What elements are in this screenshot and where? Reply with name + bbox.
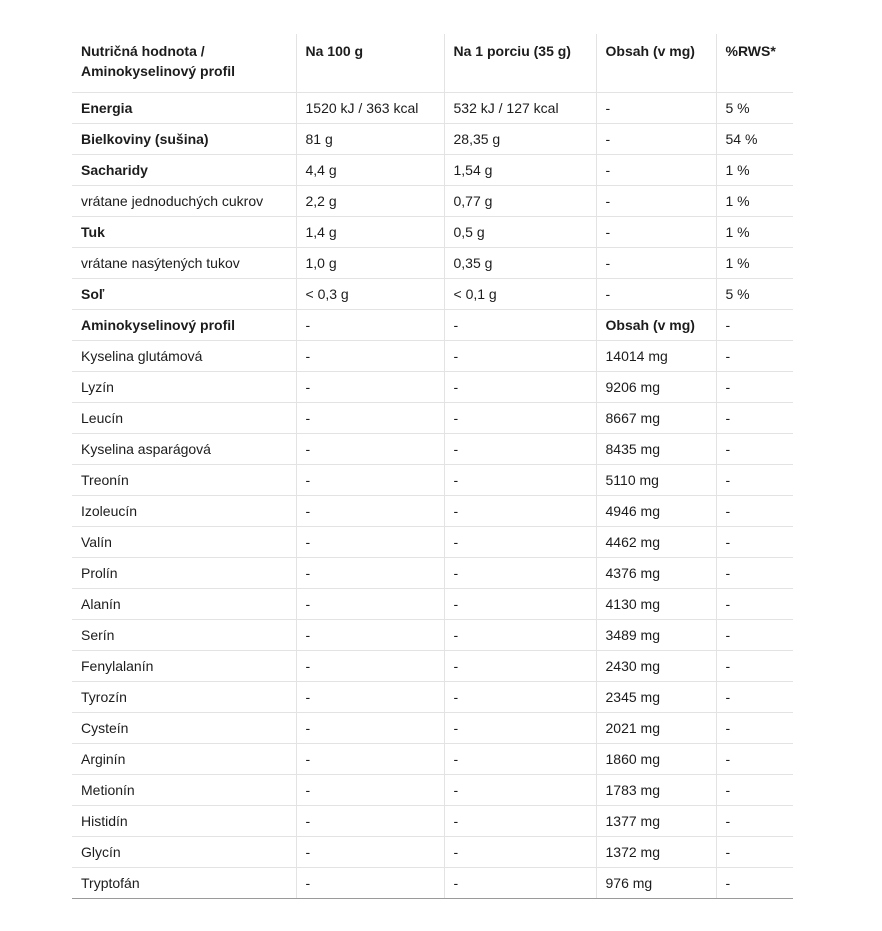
cell-rws: -: [716, 465, 793, 496]
cell-content-mg: 976 mg: [596, 868, 716, 899]
header-row: [72, 34, 793, 93]
cell-per-portion: 532 kJ / 127 kcal: [444, 93, 596, 124]
cell-nutrient: Kyselina glutámová: [72, 341, 296, 372]
table-row: [72, 155, 793, 186]
cell-per-100g: -: [296, 651, 444, 682]
cell-content-mg: -: [596, 217, 716, 248]
table-row: [72, 651, 793, 682]
table-row: [72, 620, 793, 651]
cell-rws: -: [716, 310, 793, 341]
cell-content-mg: -: [596, 93, 716, 124]
cell-nutrient: Cysteín: [72, 713, 296, 744]
cell-content-mg: Obsah (v mg): [596, 310, 716, 341]
cell-content-mg: 2345 mg: [596, 682, 716, 713]
header-per-100g: Na 100 g: [296, 34, 444, 93]
table-row: [72, 217, 793, 248]
cell-rws: -: [716, 589, 793, 620]
table-row: [72, 837, 793, 868]
table-row: [72, 434, 793, 465]
cell-nutrient: Treonín: [72, 465, 296, 496]
cell-per-portion: 0,5 g: [444, 217, 596, 248]
table-row: [72, 93, 793, 124]
table-row: [72, 713, 793, 744]
cell-nutrient: Tuk: [72, 217, 296, 248]
cell-per-100g: -: [296, 806, 444, 837]
cell-rws: 54 %: [716, 124, 793, 155]
table-row: [72, 248, 793, 279]
cell-per-100g: -: [296, 434, 444, 465]
cell-per-portion: -: [444, 620, 596, 651]
table-row: [72, 558, 793, 589]
cell-rws: -: [716, 682, 793, 713]
cell-per-100g: -: [296, 868, 444, 899]
table-row: [72, 589, 793, 620]
header-nutrient-line1: Nutričná hodnota /: [81, 43, 205, 59]
cell-per-100g: -: [296, 372, 444, 403]
table-row: [72, 279, 793, 310]
cell-nutrient: Aminokyselinový profil: [72, 310, 296, 341]
cell-nutrient: Bielkoviny (sušina): [72, 124, 296, 155]
cell-per-100g: 4,4 g: [296, 155, 444, 186]
cell-content-mg: -: [596, 279, 716, 310]
header-nutrient-line2: Aminokyselinový profil: [81, 63, 236, 79]
cell-rws: -: [716, 403, 793, 434]
cell-nutrient: Prolín: [72, 558, 296, 589]
cell-rws: -: [716, 775, 793, 806]
cell-per-100g: 1,0 g: [296, 248, 444, 279]
cell-per-100g: -: [296, 527, 444, 558]
cell-per-portion: -: [444, 558, 596, 589]
cell-per-portion: -: [444, 589, 596, 620]
cell-rws: -: [716, 868, 793, 899]
cell-content-mg: 1783 mg: [596, 775, 716, 806]
cell-per-portion: -: [444, 496, 596, 527]
cell-per-portion: 28,35 g: [444, 124, 596, 155]
cell-nutrient: Histidín: [72, 806, 296, 837]
cell-content-mg: 1372 mg: [596, 837, 716, 868]
table-row: [72, 744, 793, 775]
cell-per-100g: -: [296, 713, 444, 744]
cell-nutrient: Lyzín: [72, 372, 296, 403]
cell-nutrient: Fenylalanín: [72, 651, 296, 682]
cell-content-mg: -: [596, 248, 716, 279]
table-row: [72, 868, 793, 899]
cell-per-portion: -: [444, 527, 596, 558]
cell-content-mg: 4462 mg: [596, 527, 716, 558]
cell-per-portion: 1,54 g: [444, 155, 596, 186]
table-row: [72, 806, 793, 837]
cell-nutrient: Valín: [72, 527, 296, 558]
table-row: [72, 465, 793, 496]
cell-content-mg: -: [596, 124, 716, 155]
cell-content-mg: 5110 mg: [596, 465, 716, 496]
cell-content-mg: 4376 mg: [596, 558, 716, 589]
cell-per-100g: -: [296, 496, 444, 527]
cell-content-mg: 3489 mg: [596, 620, 716, 651]
cell-nutrient: Alanín: [72, 589, 296, 620]
cell-rws: 1 %: [716, 155, 793, 186]
cell-per-100g: 1,4 g: [296, 217, 444, 248]
cell-per-portion: -: [444, 713, 596, 744]
cell-per-portion: -: [444, 434, 596, 465]
cell-content-mg: -: [596, 155, 716, 186]
cell-per-100g: -: [296, 341, 444, 372]
cell-per-portion: -: [444, 310, 596, 341]
cell-per-portion: 0,77 g: [444, 186, 596, 217]
cell-per-100g: -: [296, 465, 444, 496]
cell-rws: 5 %: [716, 93, 793, 124]
cell-nutrient: Serín: [72, 620, 296, 651]
cell-per-100g: -: [296, 682, 444, 713]
cell-per-portion: 0,35 g: [444, 248, 596, 279]
cell-per-100g: -: [296, 744, 444, 775]
table-row: [72, 403, 793, 434]
cell-per-100g: 81 g: [296, 124, 444, 155]
table-row: [72, 527, 793, 558]
table-row: [72, 124, 793, 155]
cell-rws: 1 %: [716, 186, 793, 217]
cell-rws: -: [716, 837, 793, 868]
cell-per-100g: 1520 kJ / 363 kcal: [296, 93, 444, 124]
table-header: [72, 34, 793, 93]
table-row: [72, 496, 793, 527]
cell-per-100g: 2,2 g: [296, 186, 444, 217]
table-body: [72, 93, 793, 899]
table-row: [72, 310, 793, 341]
cell-per-portion: -: [444, 372, 596, 403]
cell-content-mg: 2430 mg: [596, 651, 716, 682]
cell-per-portion: -: [444, 775, 596, 806]
table-row: [72, 372, 793, 403]
cell-content-mg: 8435 mg: [596, 434, 716, 465]
cell-rws: 5 %: [716, 279, 793, 310]
cell-per-portion: -: [444, 341, 596, 372]
cell-per-portion: -: [444, 744, 596, 775]
cell-per-100g: -: [296, 310, 444, 341]
cell-per-portion: -: [444, 403, 596, 434]
cell-content-mg: 1377 mg: [596, 806, 716, 837]
cell-content-mg: 8667 mg: [596, 403, 716, 434]
cell-rws: 1 %: [716, 248, 793, 279]
cell-content-mg: 1860 mg: [596, 744, 716, 775]
cell-per-100g: -: [296, 620, 444, 651]
cell-rws: -: [716, 713, 793, 744]
cell-content-mg: 2021 mg: [596, 713, 716, 744]
cell-per-100g: -: [296, 837, 444, 868]
cell-nutrient: Tryptofán: [72, 868, 296, 899]
cell-per-100g: < 0,3 g: [296, 279, 444, 310]
header-content-mg: Obsah (v mg): [596, 34, 716, 93]
cell-rws: -: [716, 558, 793, 589]
cell-nutrient: Soľ: [72, 279, 296, 310]
cell-per-100g: -: [296, 589, 444, 620]
cell-nutrient: Energia: [72, 93, 296, 124]
cell-nutrient: Sacharidy: [72, 155, 296, 186]
cell-rws: -: [716, 806, 793, 837]
cell-rws: -: [716, 496, 793, 527]
header-nutrient: [72, 34, 296, 93]
cell-nutrient: Tyrozín: [72, 682, 296, 713]
nutrition-table: [72, 34, 793, 899]
cell-rws: -: [716, 527, 793, 558]
cell-nutrient: vrátane nasýtených tukov: [72, 248, 296, 279]
cell-per-100g: -: [296, 558, 444, 589]
cell-nutrient: Leucín: [72, 403, 296, 434]
table-row: [72, 186, 793, 217]
cell-nutrient: Kyselina asparágová: [72, 434, 296, 465]
cell-rws: -: [716, 372, 793, 403]
header-rws: %RWS*: [716, 34, 793, 93]
cell-rws: -: [716, 651, 793, 682]
cell-per-portion: -: [444, 682, 596, 713]
cell-per-portion: < 0,1 g: [444, 279, 596, 310]
cell-nutrient: Arginín: [72, 744, 296, 775]
cell-nutrient: Metionín: [72, 775, 296, 806]
cell-per-portion: -: [444, 837, 596, 868]
table-row: [72, 682, 793, 713]
cell-content-mg: 14014 mg: [596, 341, 716, 372]
cell-per-portion: -: [444, 868, 596, 899]
cell-rws: -: [716, 744, 793, 775]
cell-rws: 1 %: [716, 217, 793, 248]
cell-content-mg: -: [596, 186, 716, 217]
cell-content-mg: 4130 mg: [596, 589, 716, 620]
cell-content-mg: 4946 mg: [596, 496, 716, 527]
cell-nutrient: Izoleucín: [72, 496, 296, 527]
cell-rws: -: [716, 434, 793, 465]
cell-rws: -: [716, 620, 793, 651]
table-row: [72, 775, 793, 806]
cell-content-mg: 9206 mg: [596, 372, 716, 403]
cell-nutrient: Glycín: [72, 837, 296, 868]
cell-per-100g: -: [296, 403, 444, 434]
cell-nutrient: vrátane jednoduchých cukrov: [72, 186, 296, 217]
cell-per-portion: -: [444, 651, 596, 682]
cell-per-100g: -: [296, 775, 444, 806]
cell-per-portion: -: [444, 465, 596, 496]
cell-per-portion: -: [444, 806, 596, 837]
cell-rws: -: [716, 341, 793, 372]
header-per-portion: Na 1 porciu (35 g): [444, 34, 596, 93]
table-row: [72, 341, 793, 372]
